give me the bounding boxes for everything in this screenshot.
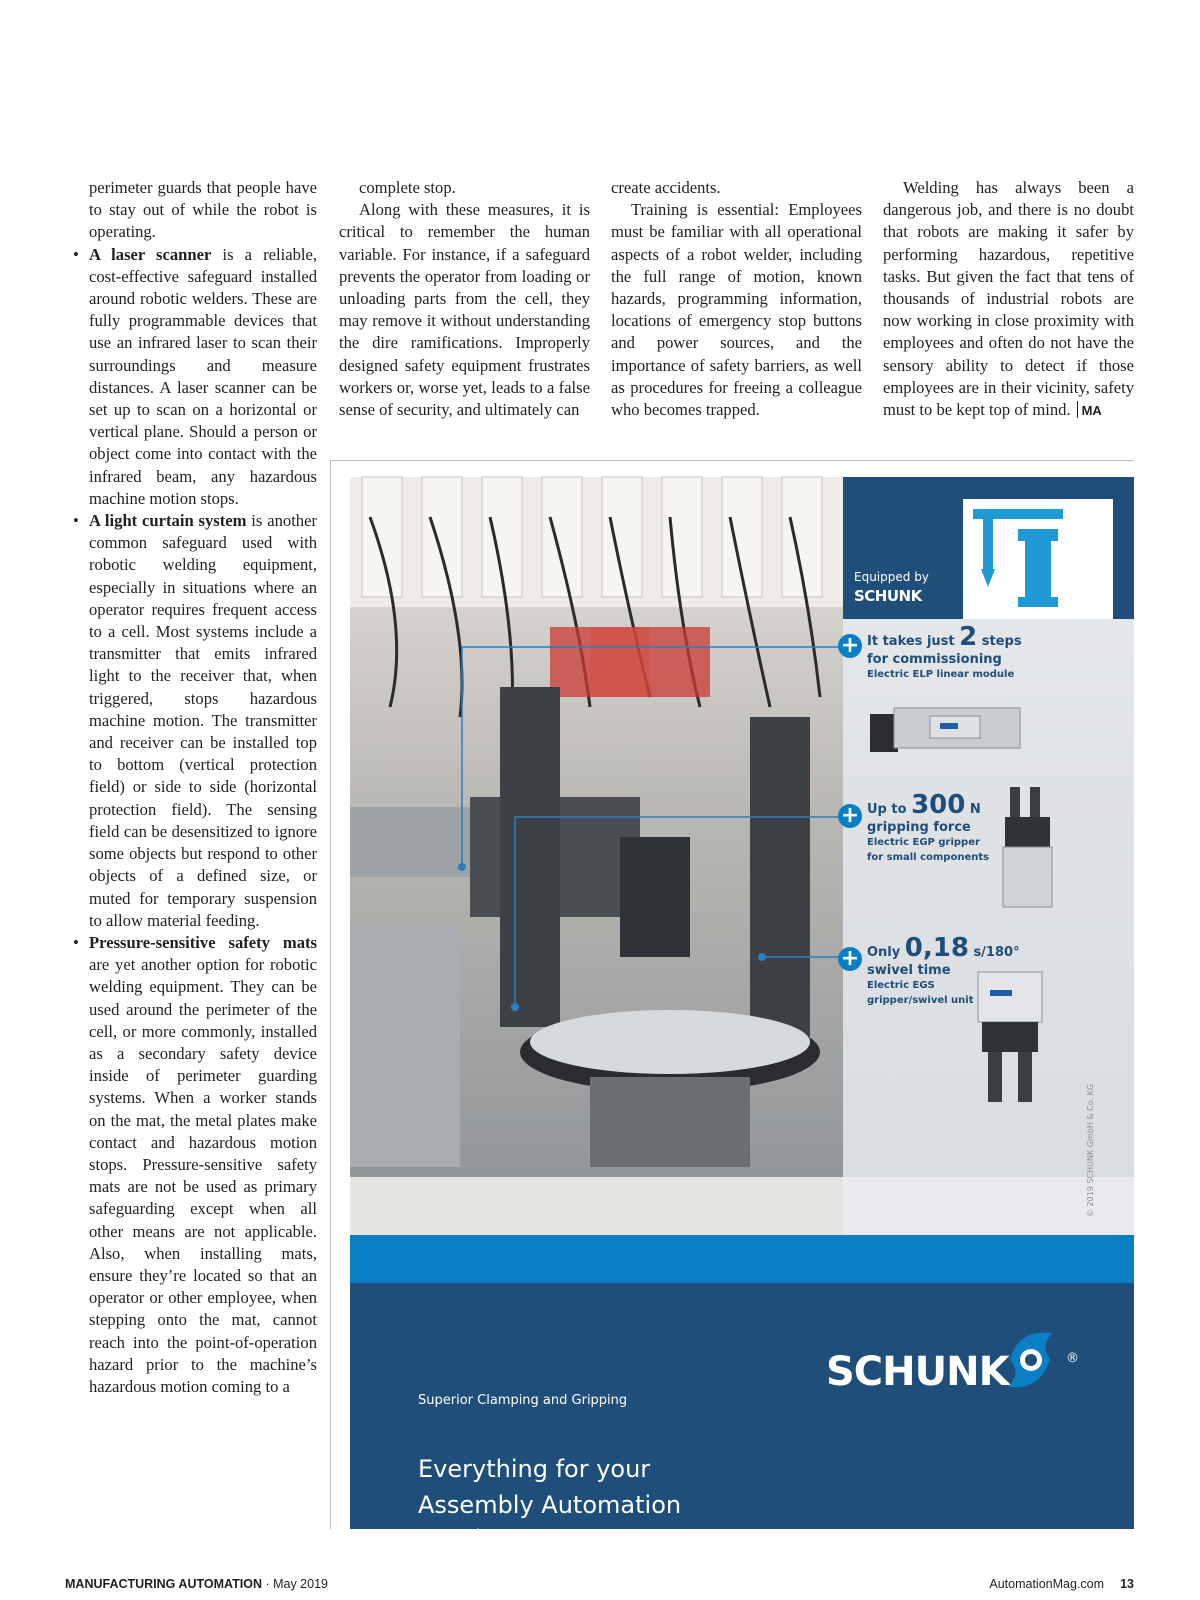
schunk-advertisement bbox=[350, 477, 1134, 1575]
article-column-2 bbox=[339, 177, 590, 421]
article-column-3 bbox=[611, 177, 862, 421]
col2-paragraph-2: Along with these measures, it is critical to remember the human variable. For instance, if a safeguard prevents the operator from loading or unloading parts from the cell, they may remove it without understanding the dire ramifications. Improperly designed safety equipment frustrates workers or, worse yet, leads to a false sense of security, and ultimately can bbox=[339, 200, 590, 420]
gripper-image bbox=[1000, 787, 1055, 907]
bullet-text: is another common safeguard used with robotic welding equipment, especially in situations where an operator requires frequent access to a cell. Most systems include a transmitter that emits infrared light to the receiver that, when triggered, stops hazardous machine motion. The transmitter and receiver can be installed top to bottom (vertical protection field) or side to side (horizontal protection field). The sensing field can be desensitized to ignore some objects but respond to other objects of a defined size, or muted for temporary suspension to allow material feeding. bbox=[89, 511, 317, 930]
bullet-text: is a reliable, cost-effective safeguard installed around robotic welders. These are fully programmable devices that use an infrared laser to scan their surroundings and measure distances. A laser scanner can be set up to scan on a horizontal or vertical plane. Should a person or object come into contact with the infrared beam, any hazardous machine motion stops. bbox=[89, 244, 318, 508]
ad-copyright: © 2019 SCHUNK GmbH & Co. KG bbox=[1086, 1083, 1095, 1217]
author-signature: MA bbox=[1081, 403, 1102, 419]
bullet-safety-mats bbox=[89, 932, 317, 1398]
feature-text: Only bbox=[867, 945, 905, 960]
feature-label: gripping force bbox=[867, 820, 971, 835]
feature-label: swivel time bbox=[867, 963, 951, 978]
equipped-by-label: Equipped by bbox=[854, 570, 929, 584]
page-footer bbox=[65, 1577, 1134, 1597]
feature-unit: N bbox=[965, 802, 981, 817]
col4-paragraph-1 bbox=[883, 177, 1134, 422]
bullet-term: A laser scanner bbox=[89, 244, 212, 264]
linear-module-image bbox=[870, 702, 1020, 762]
feature-unit: steps bbox=[977, 634, 1022, 649]
rule-horizontal bbox=[330, 460, 1134, 461]
feature-number: 300 bbox=[911, 790, 966, 820]
equipped-brand-logo: SCHUNK bbox=[854, 587, 922, 605]
feature-product: Electric EGP gripper for small components bbox=[867, 837, 990, 863]
publication-name: MANUFACTURING AUTOMATION bbox=[65, 1577, 262, 1591]
schunk-logo: SCHUNK bbox=[826, 1349, 1009, 1395]
feature-text: Up to bbox=[867, 802, 912, 817]
col3-paragraph-2: Training is essential: Employees must be familiar with all operational aspects of a robot welder, including the full range of motion, known hazards, programming information, locations of emergency stop buttons and power sources, and the importance of safety barriers, as well as procedures for freeing a colleague who becomes trapped. bbox=[611, 200, 862, 420]
plus-icon: + bbox=[838, 634, 862, 658]
bullet-text: are yet another option for robotic welding equipment. They can be used around the perimeter of the cell, or more commonly, installed as a secondary safety device inside of perimeter guarding systems. When a worker stands on the mat, the metal plates make contact and hazardous motion stops. Pressure-sensitive safety mats are not be used as primary safeguarding except when all other means are not applicable. Also, when installing mats, ensure they’re located so that an operator or other employee, when stepping onto the mat, cannot reach into the point-of-operation hazard prior to the machine’s hazardous motion coming to a bbox=[89, 955, 317, 1396]
article-column-1 bbox=[89, 177, 317, 1398]
plus-icon: + bbox=[838, 804, 862, 828]
col4-text: Welding has always been a dangerous job, and there is no doubt that robots are making it safer by performing hazardous, repetitive tasks. But given the fact that tens of thousands of industrial robots are now working in close proximity with employees and often do not have the sensory ability to detect if those employees are in their vicinity, safety must to be kept top of mind. bbox=[883, 178, 1134, 420]
ad-bottom-band bbox=[350, 1283, 1134, 1575]
plus-icon: + bbox=[838, 947, 862, 971]
rule-vertical bbox=[330, 460, 331, 1529]
footer-publication bbox=[65, 1577, 328, 1591]
ad-subline-2: Now NEW: The 24 V mechatronic program. bbox=[418, 1553, 803, 1574]
col2-paragraph-1: complete stop. bbox=[359, 178, 456, 197]
schunk-logo-mark-icon bbox=[1000, 1325, 1062, 1395]
feature-product: Electric EGS gripper/swivel unit bbox=[867, 980, 974, 1006]
bullet-laser-scanner bbox=[89, 244, 317, 510]
ad-accent-strip bbox=[350, 1235, 1134, 1283]
feature-label: for commissioning bbox=[867, 652, 1002, 667]
bullet-term: A light curtain system bbox=[89, 511, 247, 531]
ad-headline-line-1: Everything for your bbox=[418, 1455, 651, 1483]
issue-date: · May 2019 bbox=[261, 1577, 328, 1591]
ad-subline-1: More than 10,000 components. bbox=[418, 1526, 701, 1547]
ad-url[interactable]: schunk.com/equipped-by bbox=[826, 1561, 978, 1575]
ad-headline bbox=[418, 1451, 681, 1523]
feature-number: 2 bbox=[959, 622, 978, 652]
col1-intro: perimeter guards that people have to stay out of while the robot is operating. bbox=[89, 178, 317, 242]
bullet-light-curtain bbox=[89, 510, 317, 932]
footer-website[interactable]: AutomationMag.com bbox=[989, 1577, 1104, 1591]
page-number: 13 bbox=[1120, 1577, 1134, 1591]
ad-headline-line-2: Assembly Automation bbox=[418, 1491, 682, 1519]
ad-tagline: Superior Clamping and Gripping bbox=[418, 1393, 628, 1408]
registered-mark: ® bbox=[1066, 1351, 1079, 1366]
article-column-4 bbox=[883, 177, 1134, 422]
ad-subline bbox=[418, 1523, 803, 1577]
feature-gripping-force bbox=[867, 790, 989, 865]
feature-commissioning bbox=[867, 622, 1022, 682]
feature-number: 0,18 bbox=[904, 933, 969, 963]
signature-divider bbox=[1077, 401, 1078, 418]
swivel-unit-image bbox=[970, 972, 1050, 1107]
feature-unit: s/180° bbox=[968, 945, 1020, 960]
feature-product: Electric ELP linear module bbox=[867, 669, 1015, 680]
feature-text: It takes just bbox=[867, 634, 960, 649]
col3-paragraph-1: create accidents. bbox=[611, 178, 721, 197]
bullet-term: Pressure-sensitive safety mats bbox=[89, 932, 317, 952]
robot-module-icon bbox=[963, 499, 1113, 619]
